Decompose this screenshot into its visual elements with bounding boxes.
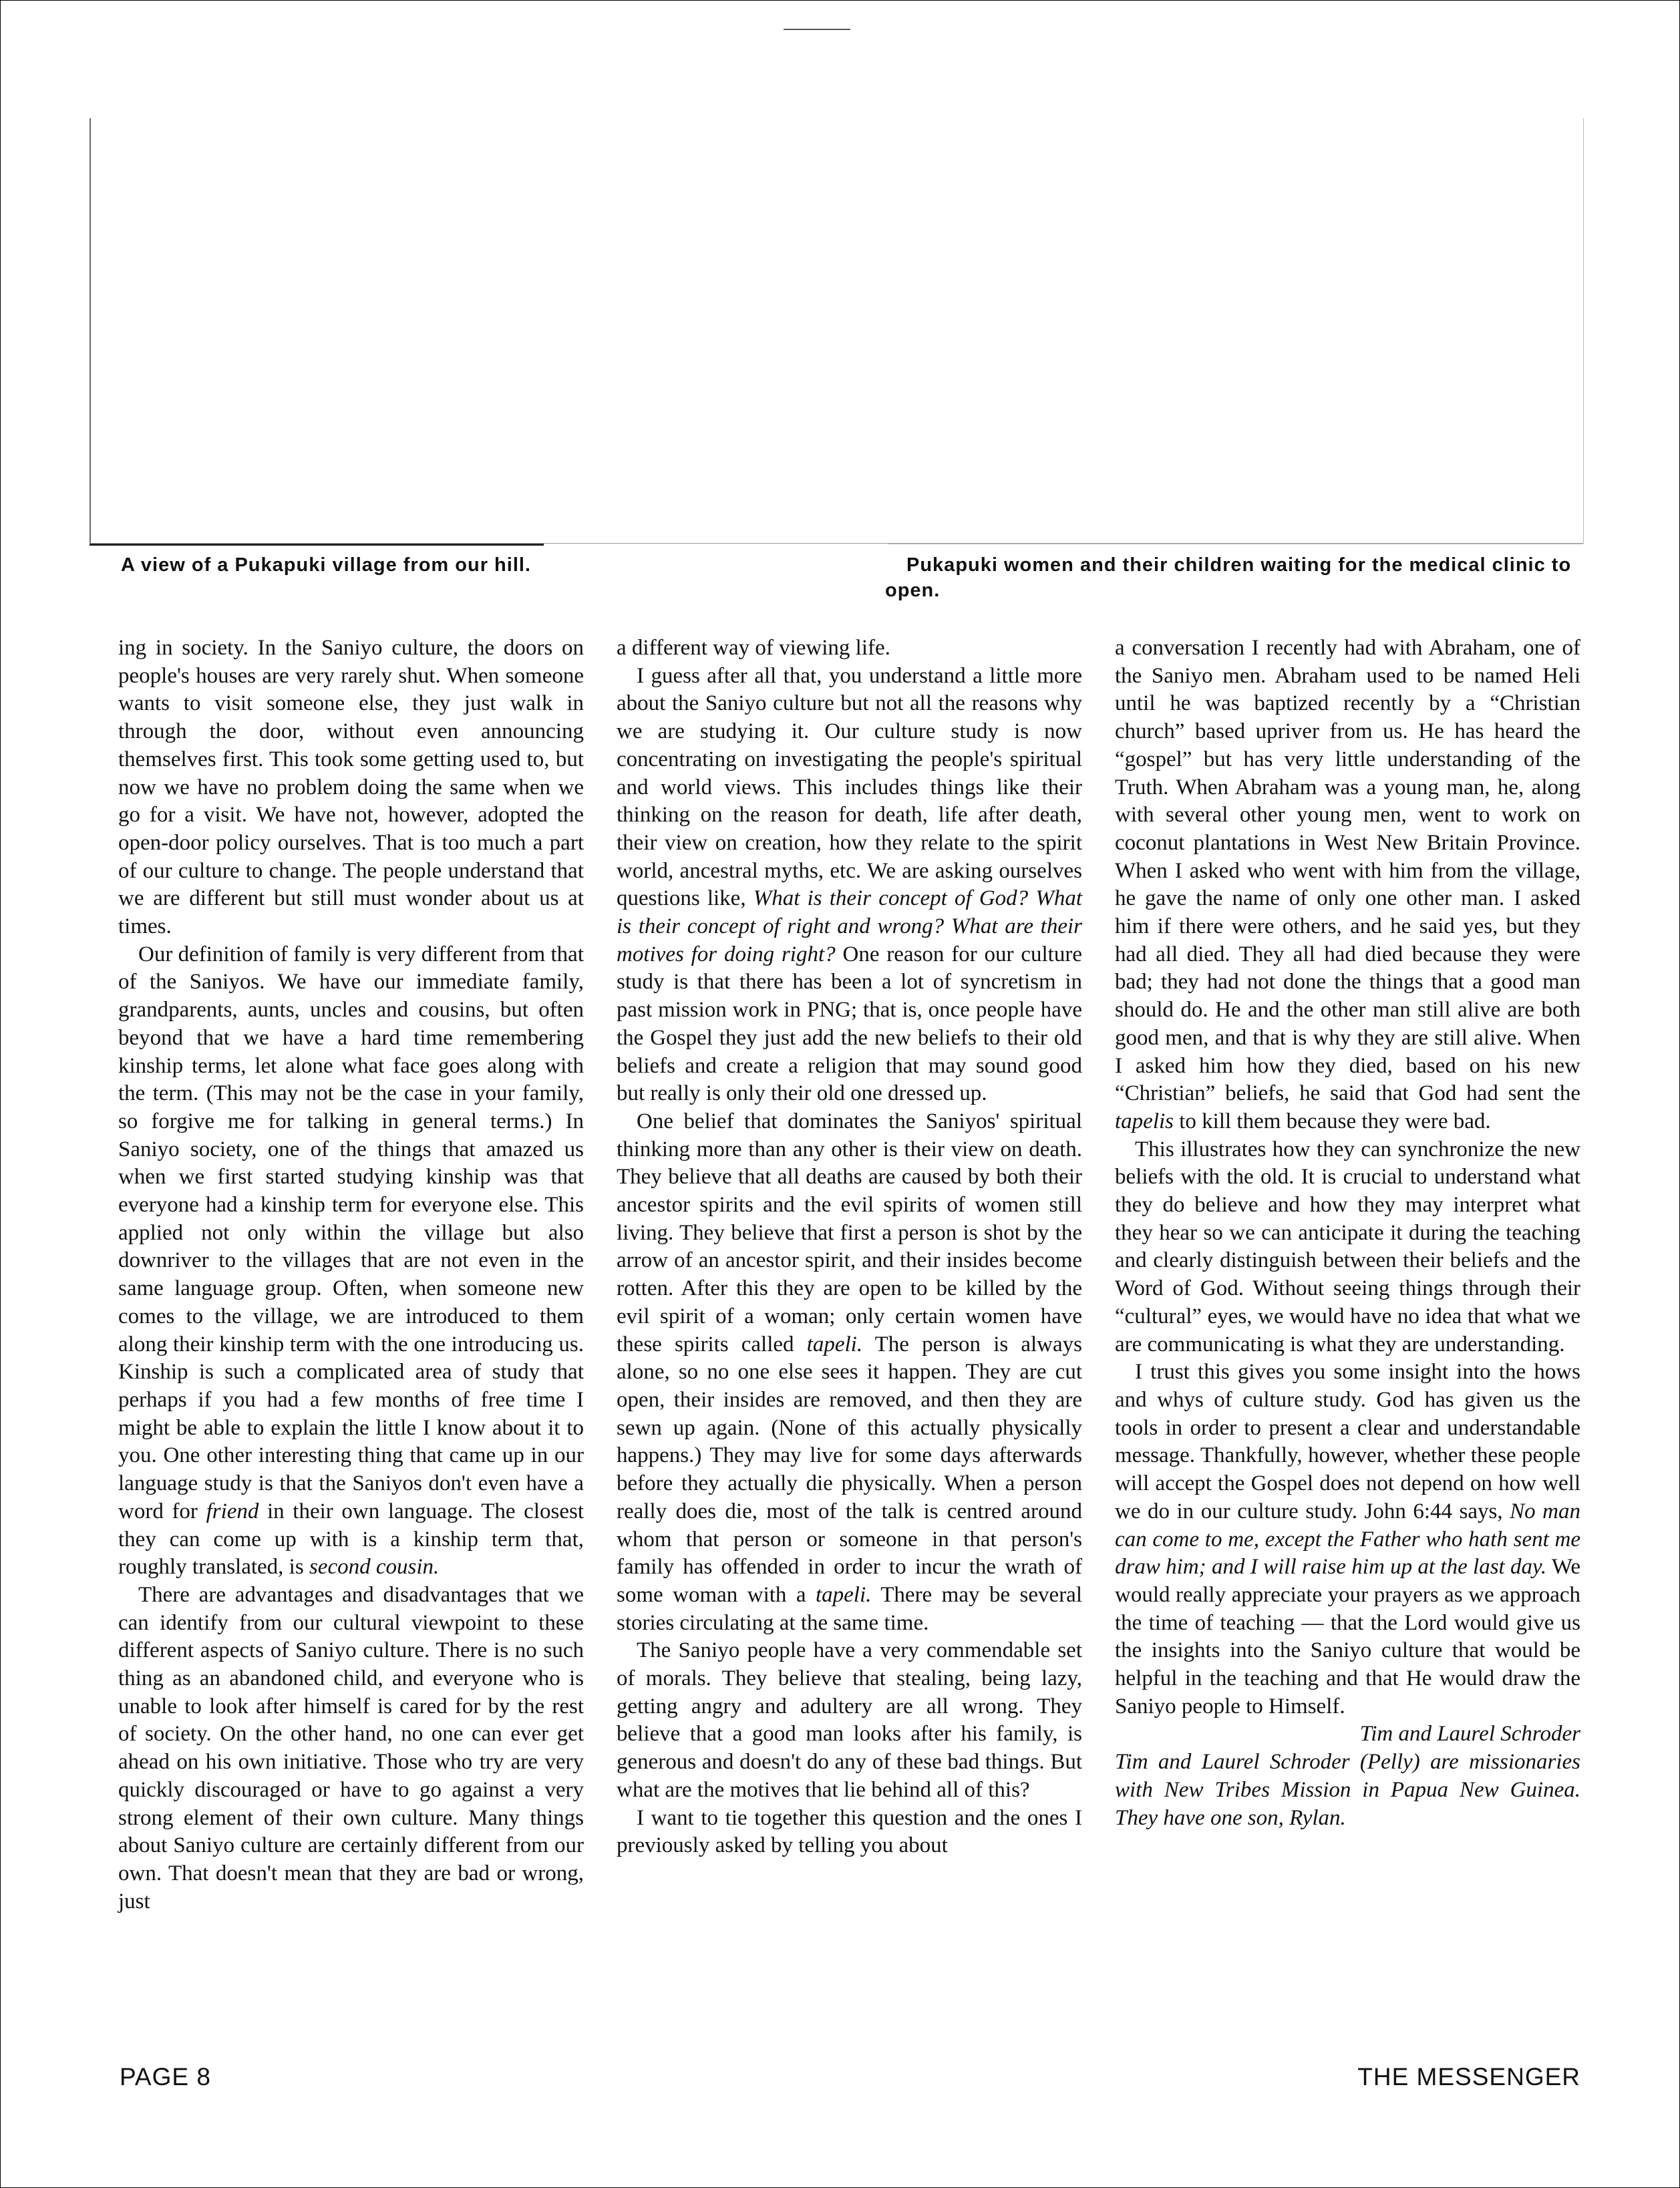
text-run: There may be several stories circulating at the same time. <box>617 1582 1082 1635</box>
paragraph <box>617 1108 1082 1637</box>
author-signature: Tim and Laurel Schroder <box>1359 1722 1580 1747</box>
article-column-2 <box>617 634 1082 1860</box>
italic-text: tapeli. <box>815 1582 872 1607</box>
paragraph: I want to tie together this question and the ones I previously asked by telling you about <box>617 1805 1082 1858</box>
text-run: One reason for our culture study is that there has been a lot of syncretism in past mission work in PNG; that is, once people have the Gospel they just add the new beliefs to their old beliefs and create a religion that may sound good but really is only their old one dressed up. <box>617 942 1082 1106</box>
italic-text: What is their concept of God? What is their concept of right and wrong? What are their motives for doing right? <box>617 886 1082 966</box>
author-bio: Tim and Laurel Schroder (Pelly) are missionaries with New Tribes Mission in Papua New Guinea. They have one son, Rylan. <box>1115 1750 1580 1830</box>
top-crop-mark <box>784 29 850 30</box>
page-number: PAGE 8 <box>120 2063 211 2090</box>
text-run: The person is always alone, so no one else sees it happen. They are cut open, their insides are removed, and then they are sewn up again. (None of this actually physically happens.) They may live for some days afterwards before they actually die physically. When a person really does die, most of the talk is centred around whom that person or someone in that person's family has offended in order to incur the wrath of some woman with a <box>617 1332 1082 1607</box>
italic-text: No man can come to me, except the Father who hath sent me draw him; and I will raise him up at the last day. <box>1115 1499 1581 1580</box>
text-run: a conversation I recently had with Abraham, one of the Saniyo men. Abraham used to be named Heli until he was baptized recently by a “Christian church” based upriver from us. He has heard the “gospel” but has very little understanding of the Truth. When Abraham was a young man, he, along with several other young men, went to work on coconut plantations in West New Britain Province. When I asked who went with him from the village, he gave the name of only one other man. I asked him if there were others, and he said yes, but they had all died. They all had died because they were bad; they had not done the things that a good man should do. He and the other man still alive are both good men, and that is why they are still alive. When I asked him how they died, based on his new “Christian” beliefs, he said that God had sent the <box>1115 636 1580 1106</box>
article-column-3 <box>1115 634 1580 1832</box>
paragraph: The Saniyo people have a very commendable set of morals. They believe that stealing, being lazy, getting angry and adultery are all wrong. They believe that a good man looks after his family, is generous and doesn't do any of these bad things. But what are the motives that lie behind all of this? <box>617 1638 1082 1802</box>
italic-text: tapelis <box>1115 1109 1174 1133</box>
italic-text: friend <box>206 1499 259 1523</box>
photo-caption-left: A view of a Pukapuki village from our hill. <box>121 554 531 576</box>
photo-divider-left <box>90 544 544 546</box>
italic-text: second cousin. <box>309 1555 440 1580</box>
text-run: Our definition of family is very different from that of the Saniyos. We have our immediate family, grandparents, aunts, uncles and cousins, but often beyond that we have a hard time remembering kinship terms, let alone what face goes along with the term. (This may not be the case in your family, so forgive me for talking in general terms.) In Saniyo society, one of the things that amazed us when we first started studying kinship was that everyone had a kinship term for everyone else. This applied not only within the village but also downriver to the villages that are not even in the same language group. Often, when someone new comes to the village, we are introduced to them along their kinship term with the one introducing us. Kinship is such a complicated area of study that perhaps if you had a few months of free time I might be able to explain the little I know about it to you. One other interesting thing that came up in our language study is that the Saniyos don't even have a word for <box>118 942 584 1523</box>
paragraph <box>617 663 1082 1108</box>
photo-caption-right: Pukapuki women and their children waiting for the medical clinic to open. <box>885 554 1572 601</box>
photo-area <box>90 118 1584 544</box>
paragraph: ing in society. In the Saniyo culture, the doors on people's houses are very rarely shut. When someone wants to visit someone else, they just walk in through the door, without even announcing themselves first. This took some getting used to, but now we have no problem doing the same when we go for a visit. We have not, however, adopted the open-door policy ourselves. That is too much a part of our culture to change. The people understand that we are different but still must wonder about us at times. <box>118 636 584 939</box>
paragraph: a different way of viewing life. <box>617 636 890 660</box>
italic-text: tapeli. <box>806 1332 863 1356</box>
paragraph <box>1115 634 1580 1136</box>
text-run: I guess after all that, you understand a little more about the Saniyo culture but not all the reasons why we are studying it. Our culture study is now concentrating on investigating the people's spiritual and world views. This includes things like their thinking on the reason for death, life after death, their view on creation, how they relate to the spirit world, ancestral myths, etc. We are asking ourselves questions like, <box>617 663 1082 911</box>
article-column-1 <box>118 634 584 1916</box>
publication-name: THE MESSENGER <box>1357 2063 1580 2090</box>
text-run: I trust this gives you some insight into the hows and whys of culture study. God has given us the tools in order to present a clear and understandable message. Thankfully, however, whether these people will accept the Gospel does not depend on how well we do in our culture study. John 6:44 says, <box>1115 1360 1580 1523</box>
text-run: We would really appreciate your prayers as we approach the time of teaching — that the Lord would give us the insights into the Saniyo culture that would be helpful in the teaching and that He would draw the Saniyo people to Himself. <box>1115 1555 1581 1718</box>
text-run: to kill them because they were bad. <box>1174 1109 1491 1133</box>
paragraph <box>1115 1358 1580 1720</box>
paragraph: There are advantages and disadvantages that we can identify from our cultural viewpoint to these different aspects of Saniyo culture. There is no such thing as an abandoned child, and everyone who is unable to look after himself is cared for by the rest of society. On the other hand, no one can ever get ahead on his own initiative. Those who try are very quickly discouraged or have to go against a very strong element of their own culture. Many things about Saniyo culture are certainly different from our own. That doesn't mean that they are bad or wrong, just <box>118 1582 584 1913</box>
text-run: One belief that dominates the Saniyos' spiritual thinking more than any other is their view on death. They believe that all deaths are caused by both their ancestor spirits and the evil spirits of women still living. They believe that first a person is shot by the arrow of an ancestor spirit, and their insides become rotten. After this they are open to be killed by the evil spirit of a woman; only certain women have these spirits called <box>617 1109 1082 1356</box>
paragraph: This illustrates how they can synchronize the new beliefs with the old. It is crucial to understand what they do believe and how they may interpret what they hear so we can anticipate it during the teaching and clearly distinguish between their beliefs and the Word of God. Without seeing things through their “cultural” eyes, we would have no idea that what we are communicating is what they are understanding. <box>1115 1137 1580 1356</box>
paragraph <box>118 941 584 1582</box>
text-run: in their own language. The closest they can come up with is a kinship term that, roughly translated, is <box>118 1499 584 1580</box>
